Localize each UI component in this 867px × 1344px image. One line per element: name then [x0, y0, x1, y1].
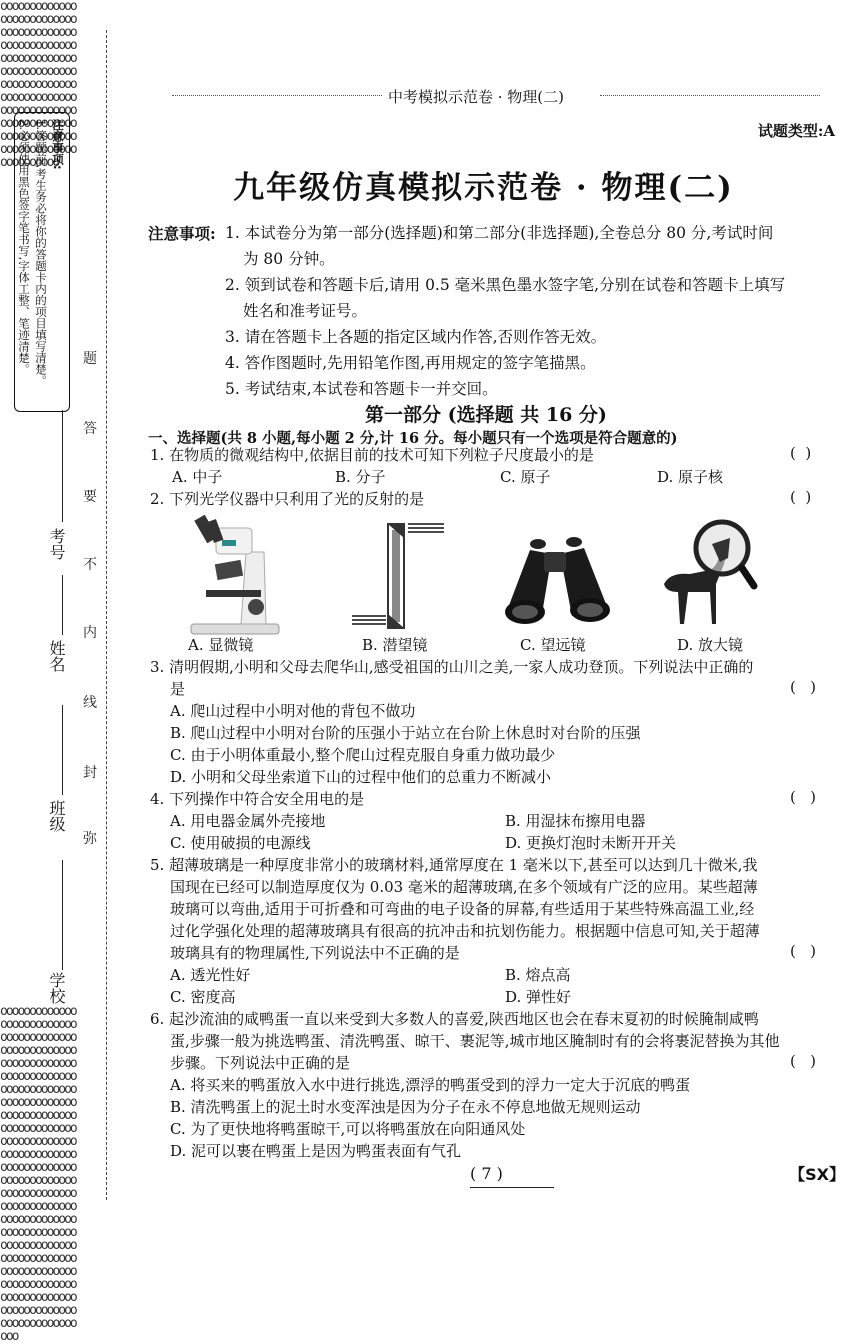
notes-heading: 注意事项: [148, 224, 216, 243]
region-code: 【SX】 [789, 1165, 845, 1184]
note-item: 1. 本试卷分为第一部分(选择题)和第二部分(非选择题),全卷总分 80 分,考试时间 [225, 224, 774, 242]
q5-option-c: C. 密度高 [170, 988, 236, 1006]
q3-stem-line2: 是 [170, 680, 186, 698]
binding-notice-box [14, 112, 70, 412]
q5-option-d: D. 弹性好 [505, 988, 572, 1006]
binding-notice-line1: 1.答题前,考生务必将你的答题卡内的项目填写清楚。 [34, 119, 48, 387]
seal-char: 不 [83, 557, 97, 573]
microscope-image [186, 512, 286, 637]
page-number: ( 7 ) [470, 1164, 503, 1183]
q6-stem-line2: 蛋,步骤一般为挑选鸭蛋、清洗鸭蛋、晾干、裹泥等,城市地区腌制时有的会将裹泥替换为其他 [170, 1032, 780, 1050]
seal-char: 内 [83, 625, 97, 641]
q2-stem: 2. 下列光学仪器中只利用了光的反射的是 [150, 490, 425, 508]
note-item: 姓名和准考证号。 [243, 302, 368, 320]
field-school-label: 学校 [47, 972, 66, 1004]
note-item: 2. 领到试卷和答题卡后,请用 0.5 毫米黑色墨水签字笔,分别在试卷和答题卡上填写 [225, 276, 786, 294]
q4-option-b: B. 用湿抹布擦用电器 [505, 812, 646, 830]
q5-stem-line1: 5. 超薄玻璃是一种厚度非常小的玻璃材料,通常厚度在 1 毫米以下,甚至可以达到几十微米,我 [150, 856, 758, 874]
q4-option-a: A. 用电器金属外壳接地 [170, 812, 326, 830]
q2-option-c: C. 望远镜 [520, 636, 586, 654]
q1-option-d: D. 原子核 [657, 468, 724, 486]
seal-char: 题 [83, 351, 97, 367]
field-exam-no-label: 考号 [47, 528, 66, 560]
q3-option-a: A. 爬山过程中小明对他的背包不做功 [170, 702, 416, 720]
q3-option-b: B. 爬山过程中小明对台阶的压强小于站立在台阶上休息时对台阶的压强 [170, 724, 641, 742]
note-item: 5. 考试结束,本试卷和答题卡一并交回。 [225, 380, 498, 398]
binding-notice-title: 注意事项: [51, 119, 65, 170]
seal-char: 封 [83, 765, 97, 781]
q5-option-a: A. 透光性好 [170, 966, 251, 984]
binoculars-image [500, 530, 612, 630]
q2-option-b: B. 潜望镜 [362, 636, 428, 654]
q1-option-b: B. 分子 [335, 468, 386, 486]
part-heading: 一、选择题(共 8 小题,每小题 2 分,计 16 分。每小题只有一个选项是符合题意的) [148, 430, 678, 447]
paper-type: 试题类型:A [757, 122, 835, 140]
seal-char: 线 [83, 695, 97, 711]
note-item: 3. 请在答题卡上各题的指定区域内作答,否则作答无效。 [225, 328, 607, 346]
periscope-image [348, 516, 448, 636]
q5-stem-line3: 玻璃可以弯曲,适用于可折叠和可弯曲的电子设备的屏幕,有些适用于某些特殊高温工业,经 [170, 900, 755, 918]
q6-option-d: D. 泥可以裹在鸭蛋上是因为鸭蛋表面有气孔 [170, 1142, 462, 1160]
q3-option-d: D. 小明和父母坐索道下山的过程中他们的总重力不断减小 [170, 768, 552, 786]
seal-char: 要 [83, 489, 97, 505]
q1-answer-bracket[interactable]: ( ) [790, 444, 812, 462]
field-name-line[interactable] [62, 575, 63, 635]
q3-answer-bracket[interactable]: ( ) [790, 678, 817, 696]
page-number-underline [470, 1187, 554, 1188]
header-rule-left [172, 95, 382, 96]
seal-char: 答 [83, 421, 97, 437]
seal-char: 弥 [83, 831, 97, 847]
q6-option-a: A. 将买来的鸭蛋放入水中进行挑选,漂浮的鸭蛋受到的浮力一定大于沉底的鸭蛋 [170, 1076, 691, 1094]
q6-stem-line3: 步骤。下列说法中正确的是 [170, 1054, 351, 1072]
q5-stem-line5: 玻璃具有的物理属性,下列说法中不正确的是 [170, 944, 460, 962]
field-name-label: 姓名 [47, 640, 66, 672]
q4-answer-bracket[interactable]: ( ) [790, 788, 817, 806]
q2-answer-bracket[interactable]: ( ) [790, 488, 812, 506]
q6-option-b: B. 清洗鸭蛋上的泥土时水变浑浊是因为分子在永不停息地做无规则运动 [170, 1098, 641, 1116]
q2-option-a: A. 显微镜 [188, 636, 254, 654]
q4-stem: 4. 下列操作中符合安全用电的是 [150, 790, 365, 808]
note-item: 4. 答作图题时,先用铅笔作图,再用规定的签字笔描黑。 [225, 354, 596, 372]
q6-stem-line1: 6. 起沙流油的咸鸭蛋一直以来受到大多数人的喜爱,陕西地区也会在春末夏初的时候腌制咸鸭 [150, 1010, 759, 1028]
q5-answer-bracket[interactable]: ( ) [790, 942, 817, 960]
running-title: 中考模拟示范卷 · 物理(二) [388, 88, 565, 106]
binding-pattern-bottom: oooooooooooooooooooooooooooooooooooooooooooooooooooooooooooooooooooooooooooooooooooooooooooooooooooooooooooooooooooooooooooooooooooooooooooooooooooooooooooooooooooooooooooooooooooooooooooooooooooooooooooooooooooooooooooooooooooooooooooooooooooooooooooooooooooooooooooooooooooooooooooooooooooooooooooooooooooooooooooooooooooooooo [0, 1004, 76, 1344]
field-class-line[interactable] [62, 705, 63, 795]
page-title: 九年级仿真模拟示范卷 · 物理(二) [233, 170, 734, 206]
q5-stem-line4: 过化学强化处理的超薄玻璃具有很高的抗冲击和抗划伤能力。根据题中信息可知,关于超薄 [170, 922, 760, 940]
q1-stem: 1. 在物质的微观结构中,依据目前的技术可知下列粒子尺度最小的是 [150, 446, 594, 464]
q3-stem-line1: 3. 清明假期,小明和父母去爬华山,感受祖国的山川之美,一家人成功登顶。下列说法中正确的 [150, 658, 754, 676]
note-item: 为 80 分钟。 [243, 250, 335, 268]
binding-notice-line2: 2.必须使用黑色签字笔书写,字体工整、笔迹清楚。 [17, 119, 31, 376]
q5-stem-line2: 国现在已经可以制造厚度仅为 0.03 毫米的超薄玻璃,在多个领域有广泛的应用。某些超薄 [170, 878, 758, 896]
q4-option-c: C. 使用破损的电源线 [170, 834, 311, 852]
section-title: 第一部分 (选择题 共 16 分) [365, 404, 607, 426]
q2-option-d: D. 放大镜 [677, 636, 744, 654]
q1-option-a: A. 中子 [172, 468, 223, 486]
q1-option-c: C. 原子 [500, 468, 551, 486]
binding-pattern-top: oooooooooooooooooooooooooooooooooooooooooooooooooooooooooooooooooooooooooooooooooooooooooooooooooooooooooooooooooooooooooooooooooooooooooooooooooooooooooooooooooooooo [0, 0, 76, 170]
q6-option-c: C. 为了更快地将鸭蛋晾干,可以将鸭蛋放在向阳通风处 [170, 1120, 526, 1138]
magnifier-image [650, 512, 760, 637]
q4-option-d: D. 更换灯泡时未断开开关 [505, 834, 677, 852]
header-rule-right [600, 95, 820, 96]
q6-answer-bracket[interactable]: ( ) [790, 1052, 817, 1070]
field-class-label: 班级 [47, 800, 66, 832]
field-school-line[interactable] [62, 860, 63, 970]
q3-option-c: C. 由于小明体重最小,整个爬山过程克服自身重力做功最少 [170, 746, 556, 764]
q5-option-b: B. 熔点高 [505, 966, 571, 984]
